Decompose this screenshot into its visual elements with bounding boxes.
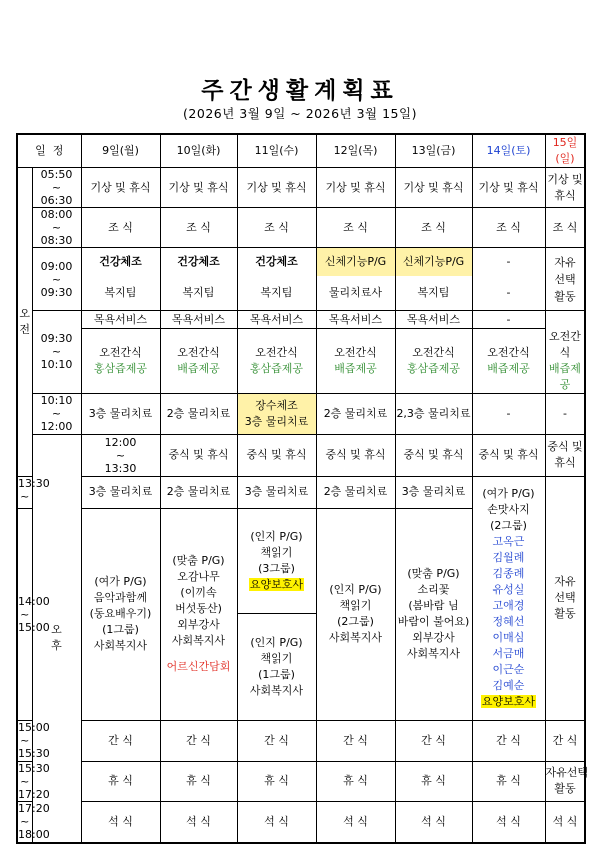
cell: 중식 및 휴식 — [160, 434, 237, 476]
cell-sat-program: (여가 P/G) 손맛사지 (2그룹) 고옥근 김월례 김종례 유성실 고애경 정혜선 이매심 서금매 이근순 김예순 요양보호사 — [472, 476, 545, 720]
time-cell: 14:00 ~ 15:00 — [17, 508, 32, 720]
time-cell: 05:50 ~ 06:30 — [32, 168, 81, 208]
cell: 기상 및 휴식 — [237, 168, 316, 208]
cell: 2,3층 물리치료 — [395, 393, 472, 434]
day-wed: 11일(수) — [237, 134, 316, 168]
header-row — [17, 134, 585, 168]
cell: 석 식 — [545, 801, 585, 843]
cell: 석 식 — [81, 801, 160, 843]
cell: 목욕서비스 — [316, 311, 395, 329]
cell: 목욕서비스 — [237, 311, 316, 329]
cell: 기상 및 휴식 — [395, 168, 472, 208]
cell: 3층 물리치료 — [81, 393, 160, 434]
cell-wed-program-a: (인지 P/G) 책읽기 (3그룹) 요양보호사 — [237, 508, 316, 613]
cell: 오전간식 홍삼즙제공 — [395, 329, 472, 394]
cell: 조 식 — [237, 208, 316, 248]
cell: 휴 식 — [316, 761, 395, 801]
time-cell: 15:30 ~ 17:20 — [18, 761, 50, 801]
cell: - — [472, 248, 545, 276]
cell: 건강체조 — [81, 248, 160, 276]
cell: 3층 물리치료 — [81, 476, 160, 508]
row-physio-am — [17, 393, 585, 434]
cell: 기상 및 휴식 — [472, 168, 545, 208]
cell: 석 식 — [237, 801, 316, 843]
row-exercise-staff — [17, 276, 585, 311]
cell: - — [472, 276, 545, 311]
time-cell: 09:30 ~ 10:10 — [32, 311, 81, 394]
cell: 오전간식 배즙제공 — [160, 329, 237, 394]
cell: 오전간식 홍삼즙제공 — [81, 329, 160, 394]
cell: 오전간식 배즙제공 — [472, 329, 545, 394]
day-mon: 9일(월) — [81, 134, 160, 168]
row-lunch — [17, 434, 585, 476]
time-cell: 15:00 ~ 15:30 — [18, 721, 50, 760]
cell: 신체기능P/G — [395, 248, 472, 276]
cell: 오전간식 배즙제공 — [316, 329, 395, 394]
date-range: (2026년 3월 9일 ~ 2026년 3월 15일) — [183, 106, 417, 121]
cell: - — [545, 393, 585, 434]
cell: 오전간식 홍삼즙제공 — [237, 329, 316, 394]
cell: 자유선택 활동 — [545, 761, 585, 801]
section-am: 오 전 — [17, 168, 32, 477]
cell: 휴 식 — [395, 761, 472, 801]
cell: 목욕서비스 — [160, 311, 237, 329]
cell: 휴 식 — [81, 761, 160, 801]
cell: 복지팀 — [160, 276, 237, 311]
cell: 3층 물리치료 — [237, 476, 316, 508]
cell: 물리치료사 — [316, 276, 395, 311]
cell: 중식 및 휴식 — [472, 434, 545, 476]
day-fri: 13일(금) — [395, 134, 472, 168]
cell: - — [472, 311, 545, 329]
cell: 조 식 — [395, 208, 472, 248]
cell: 석 식 — [395, 801, 472, 843]
cell: 2층 물리치료 — [316, 476, 395, 508]
cell: 조 식 — [316, 208, 395, 248]
cell: 간 식 — [472, 720, 545, 761]
row-wakeup — [17, 168, 585, 208]
cell: 장수체조 3층 물리치료 — [237, 393, 316, 434]
day-sat: 14일(토) — [472, 134, 545, 168]
section-pm: 오 후 — [32, 434, 81, 843]
row-dinner — [17, 801, 585, 843]
cell: 자유 선택 활동 — [545, 248, 585, 311]
time-cell: 13:30 ~ — [17, 476, 32, 508]
time-cell: 09:00 ~ 09:30 — [32, 248, 81, 311]
cell: 석 식 — [316, 801, 395, 843]
cell — [545, 311, 585, 329]
cell: 기상 및 휴식 — [160, 168, 237, 208]
row-physio-pm — [17, 476, 585, 508]
time-cell: 17:20 ~ 18:00 — [18, 802, 50, 842]
cell: 2층 물리치료 — [160, 393, 237, 434]
row-exercise — [17, 248, 585, 276]
cell: 건강체조 — [160, 248, 237, 276]
cell: 복지팀 — [81, 276, 160, 311]
cell: 신체기능P/G — [316, 248, 395, 276]
cell: 간 식 — [81, 720, 160, 761]
cell: 기상 및 휴식 — [316, 168, 395, 208]
cell: 2층 물리치료 — [160, 476, 237, 508]
row-bath — [17, 311, 585, 329]
cell: 휴 식 — [237, 761, 316, 801]
cell: 간 식 — [545, 720, 585, 761]
day-tue: 10일(화) — [160, 134, 237, 168]
row-afternoon-snack — [17, 720, 585, 761]
cell: 목욕서비스 — [395, 311, 472, 329]
page-title: 주간생활계획표 — [201, 78, 399, 104]
cell: 간 식 — [237, 720, 316, 761]
cell: 조 식 — [160, 208, 237, 248]
cell: 복지팀 — [237, 276, 316, 311]
cell-fri-program: (맞춤 P/G) 소리꽃 (봄바람 님 바람이 불어요) 외부강사 사회복지사 — [395, 508, 472, 720]
cell: 2층 물리치료 — [316, 393, 395, 434]
cell: 중식 및 휴식 — [395, 434, 472, 476]
cell: 중식 및 휴식 — [545, 434, 585, 476]
row-morning-snack — [17, 329, 585, 394]
cell-thu-program: (인지 P/G) 책읽기 (2그룹) 사회복지사 — [316, 508, 395, 720]
cell: 조 식 — [472, 208, 545, 248]
cell: 간 식 — [395, 720, 472, 761]
cell: 자유 선택 활동 — [545, 476, 585, 720]
schedule-header: 일 정 — [17, 134, 81, 168]
cell-wed-program-b: (인지 P/G) 책읽기 (1그룹) 사회복지사 — [237, 613, 316, 720]
cell: 석 식 — [160, 801, 237, 843]
cell: 석 식 — [472, 801, 545, 843]
row-rest — [17, 761, 585, 801]
cell: 건강체조 — [237, 248, 316, 276]
cell: 복지팀 — [395, 276, 472, 311]
cell: 중식 및 휴식 — [237, 434, 316, 476]
cell: - — [472, 393, 545, 434]
cell: 기상 및 휴식 — [81, 168, 160, 208]
cell: 오전간식 배즙제공 — [545, 329, 585, 394]
time-cell: 10:10 ~ 12:00 — [32, 393, 81, 434]
cell: 조 식 — [81, 208, 160, 248]
cell: 간 식 — [316, 720, 395, 761]
cell: 간 식 — [160, 720, 237, 761]
time-cell: 08:00 ~ 08:30 — [32, 208, 81, 248]
row-breakfast — [17, 208, 585, 248]
day-thu: 12일(목) — [316, 134, 395, 168]
cell: 3층 물리치료 — [395, 476, 472, 508]
time-cell: 12:00 ~ 13:30 — [81, 434, 160, 476]
cell: 휴 식 — [160, 761, 237, 801]
cell-tue-program: (맞춤 P/G) 오감나무 (이끼속 버섯동산) 외부강사 사회복지사 어르신간담회 — [160, 508, 237, 720]
cell: 목욕서비스 — [81, 311, 160, 329]
cell: 기상 및 휴식 — [545, 168, 585, 208]
weekly-schedule-table — [16, 133, 589, 844]
cell: 휴 식 — [472, 761, 545, 801]
cell: 조 식 — [545, 208, 585, 248]
cell-mon-program: (여가 P/G) 음악과함께 (동요배우기) (1그룹) 사회복지사 — [81, 508, 160, 720]
cell: 중식 및 휴식 — [316, 434, 395, 476]
day-sun: 15일(일) — [545, 134, 585, 168]
